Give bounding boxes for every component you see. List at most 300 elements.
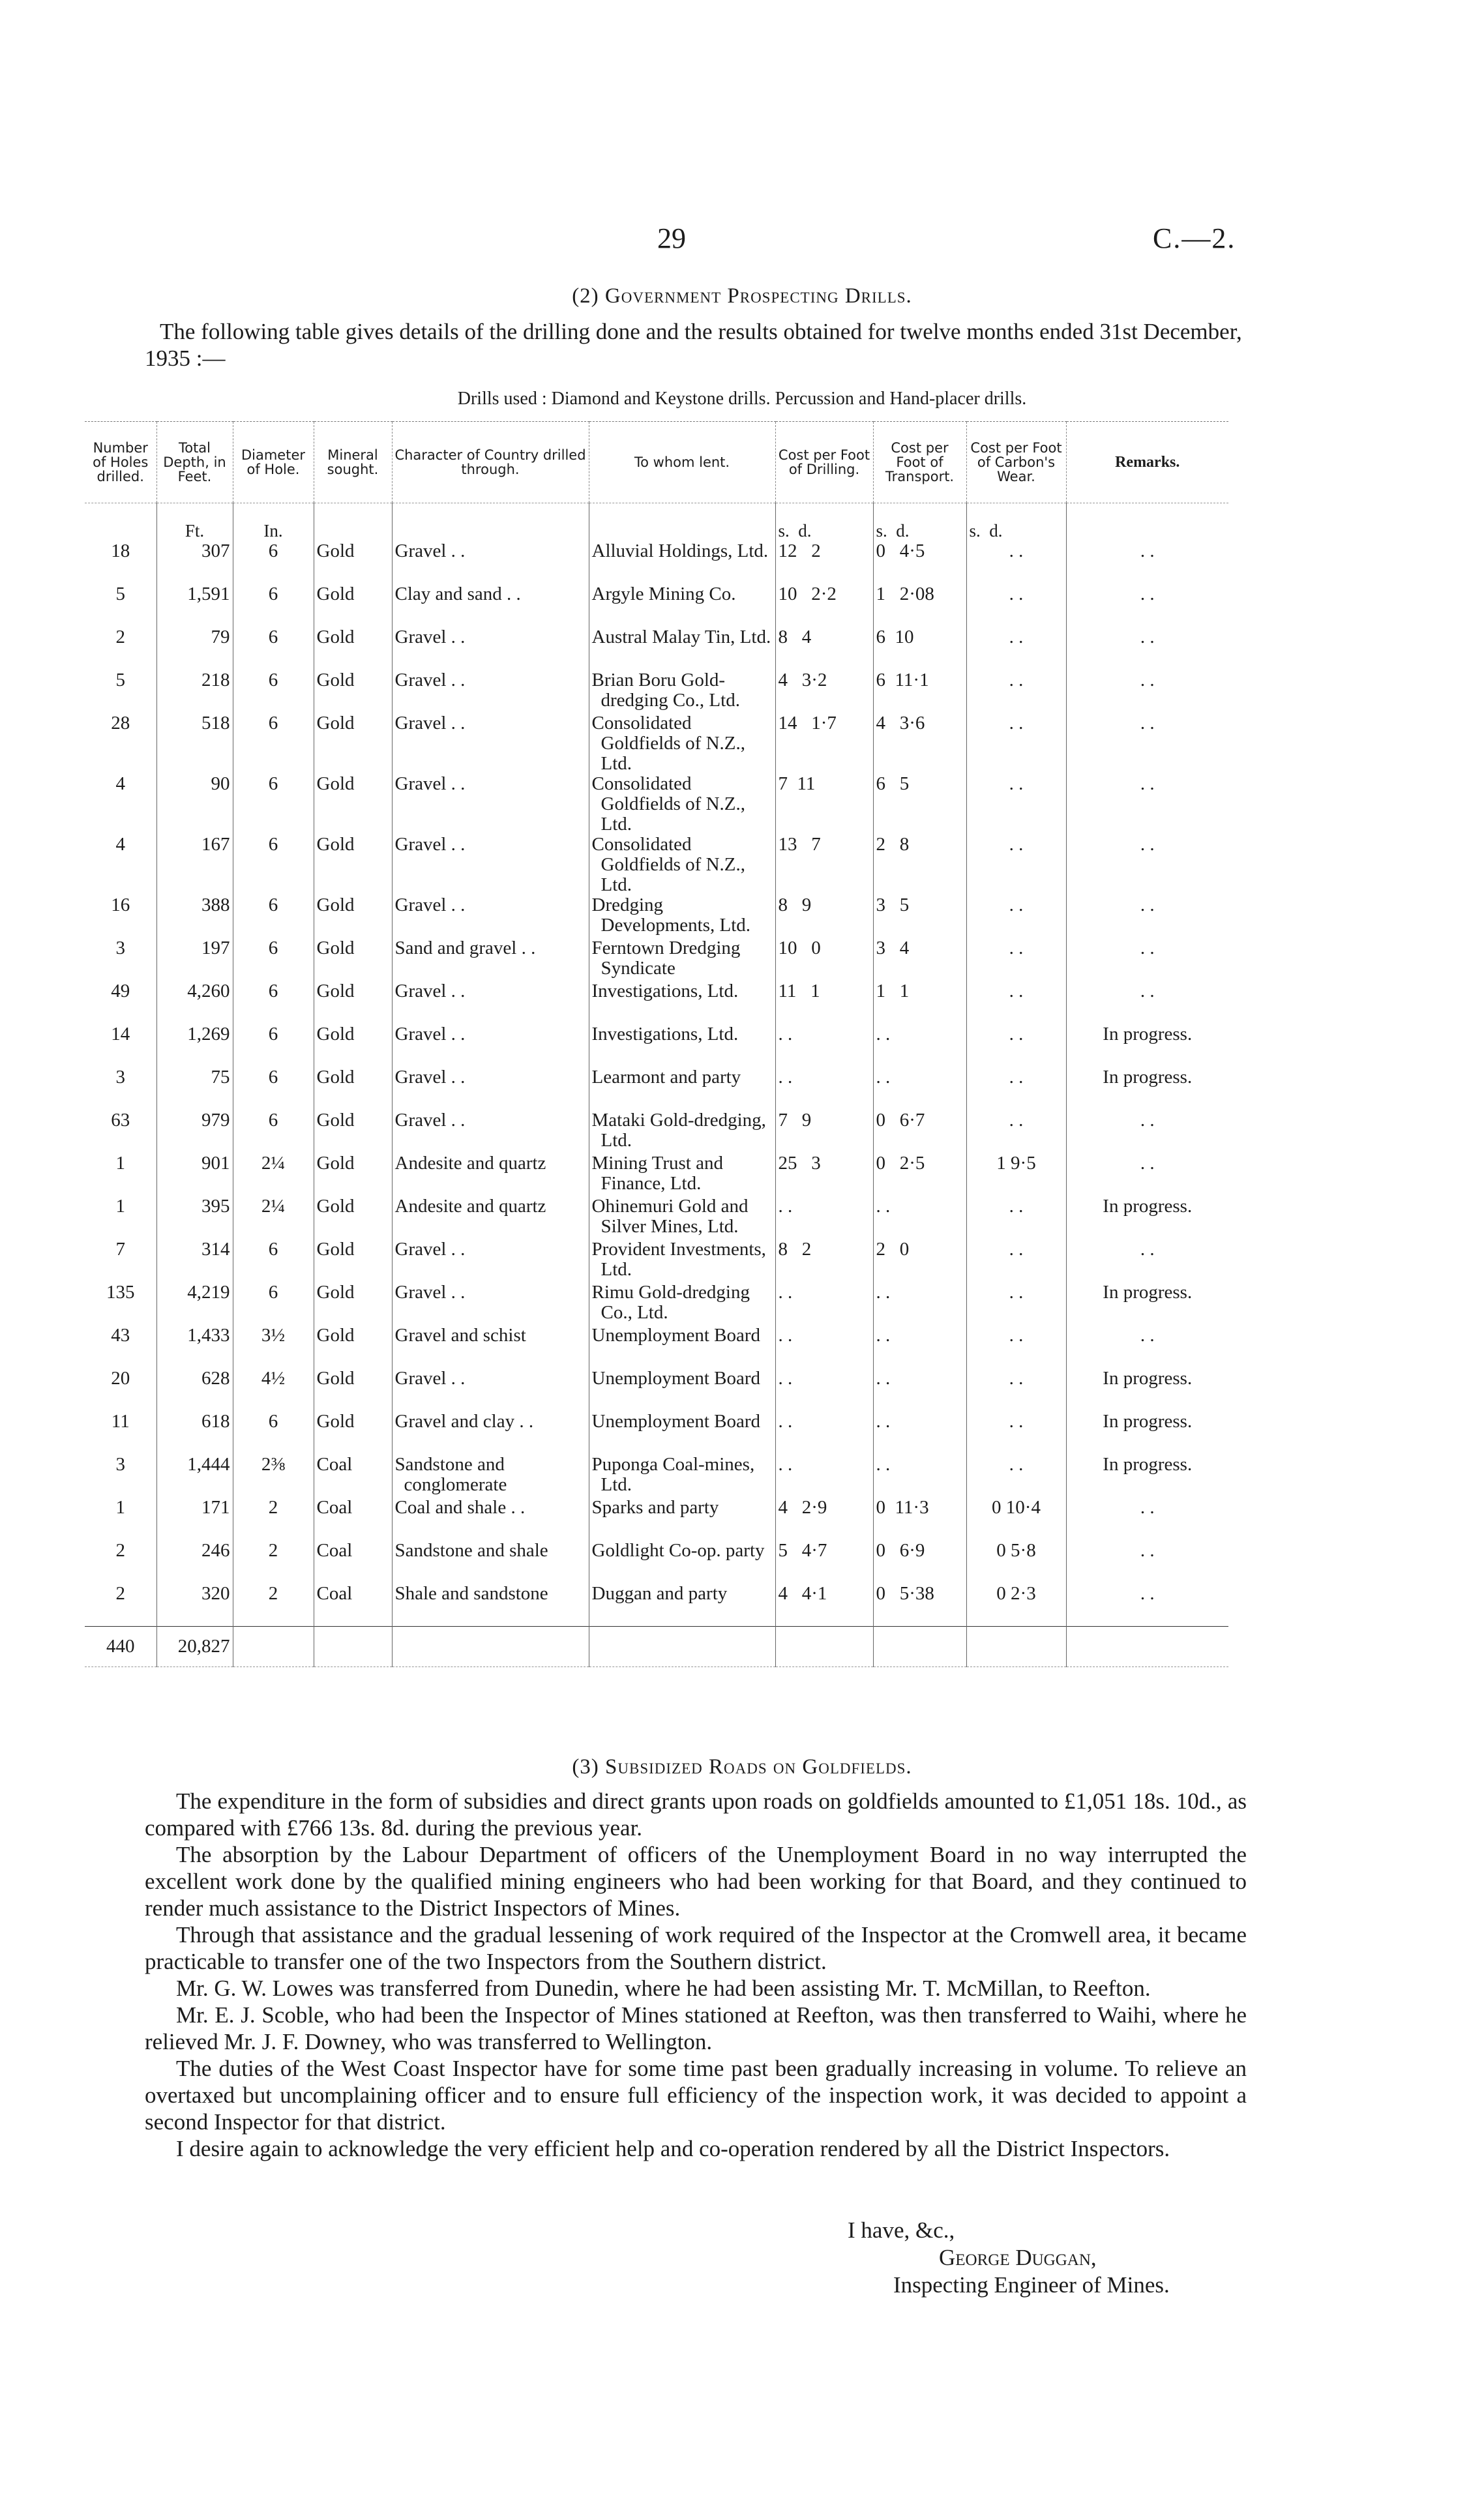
table-cell: 0 5·8	[966, 1541, 1066, 1584]
table-cell: 11 1	[775, 981, 873, 1024]
table-cell: 6 11·1	[873, 670, 966, 713]
table-cell: 2	[115, 626, 125, 647]
table-cell: 6	[233, 1239, 314, 1282]
table-cell: 979	[156, 1110, 233, 1153]
table-cell: Gravel . .	[392, 1110, 589, 1153]
table-cell: 2 8	[873, 835, 966, 895]
table-cell: 4½	[233, 1369, 314, 1412]
table-row	[85, 627, 1228, 670]
table-row	[85, 1024, 1228, 1067]
table-cell: 6	[233, 584, 314, 627]
table-cell: 0 10·4	[966, 1498, 1066, 1541]
table-cell: . .	[873, 1369, 966, 1412]
table-cell: 6	[233, 1412, 314, 1455]
table-cell: Gold	[314, 1239, 392, 1282]
table-cell: 6 5	[873, 774, 966, 835]
drills-used-note: Drills used : Diamond and Keystone drills. Percussion and Hand-placer drills.	[457, 389, 1027, 409]
table-cell: 4 4·1	[775, 1584, 873, 1627]
table-row	[85, 1498, 1228, 1541]
table-row	[85, 713, 1228, 774]
table-cell: 0 5·38	[873, 1584, 966, 1627]
table-cell: 5	[115, 669, 125, 690]
total-cell: 20,827	[156, 1627, 233, 1667]
table-cell: Alluvial Holdings, Ltd.	[589, 541, 775, 584]
total-cell	[1066, 1627, 1228, 1667]
table-row	[85, 670, 1228, 713]
column-header: Mineral sought.	[314, 422, 392, 503]
table-cell: . .	[1066, 774, 1228, 835]
table-cell: . .	[966, 541, 1066, 584]
table-cell: Gravel . .	[392, 541, 589, 584]
table-row	[85, 981, 1228, 1024]
table-cell: . .	[1066, 1541, 1228, 1584]
table-cell: 246	[156, 1541, 233, 1584]
table-cell: Gravel . .	[392, 1024, 589, 1067]
table-cell: Consolidated Goldfields of N.Z., Ltd.	[589, 713, 775, 774]
table-cell: Ferntown Dredging Syndicate	[589, 938, 775, 981]
table-cell: . .	[775, 1196, 873, 1239]
table-cell: Coal	[314, 1455, 392, 1498]
table-cell: . .	[1066, 670, 1228, 713]
table-row	[85, 1455, 1228, 1498]
unit-cell	[392, 503, 589, 541]
table-cell: 6 10	[873, 627, 966, 670]
table-cell: Gold	[314, 938, 392, 981]
table-cell: 8 4	[775, 627, 873, 670]
table-cell: 4 2·9	[775, 1498, 873, 1541]
unit-cell	[85, 503, 156, 541]
total-cell	[392, 1627, 589, 1667]
table-cell: 0 2·5	[873, 1153, 966, 1196]
table-cell: Gravel . .	[392, 1239, 589, 1282]
table-cell: Gravel and clay . .	[392, 1412, 589, 1455]
table-cell: 2	[115, 1539, 125, 1561]
table-cell: 0 2·3	[966, 1584, 1066, 1627]
table-cell: In progress.	[1066, 1196, 1228, 1239]
signature-block	[848, 2217, 1170, 2299]
table-cell: 0 6·7	[873, 1110, 966, 1153]
table-cell: 388	[156, 895, 233, 938]
table-cell: Gold	[314, 774, 392, 835]
table-row	[85, 1239, 1228, 1282]
table-cell: Gravel . .	[392, 1282, 589, 1326]
table-cell: 0 6·9	[873, 1541, 966, 1584]
table-cell: 4,219	[156, 1282, 233, 1326]
table-cell: 4	[115, 773, 125, 794]
table-cell: Andesite and quartz	[392, 1153, 589, 1196]
table-cell: Sandstone and conglomerate	[392, 1455, 589, 1498]
table-row	[85, 1110, 1228, 1153]
table-cell: Gravel . .	[392, 713, 589, 774]
paragraph: The absorption by the Labour Department of officers of the Unemployment Board in no way interrupted the excellent work done by the qualified mining engineers who had been working for that Board, and they continued to render much assistance to the District Inspectors of Mines.	[145, 1842, 1247, 1921]
signature-name: George Duggan,	[939, 2245, 1097, 2270]
table-cell: 3	[115, 1066, 125, 1088]
table-cell: Gravel . .	[392, 774, 589, 835]
table-cell: . .	[966, 1110, 1066, 1153]
table-cell: Consolidated Goldfields of N.Z., Ltd.	[589, 835, 775, 895]
table-cell: 3	[115, 1453, 125, 1475]
table-cell: . .	[1066, 1584, 1228, 1627]
table-cell: . .	[966, 938, 1066, 981]
table-cell: . .	[873, 1024, 966, 1067]
table-cell: Gold	[314, 1024, 392, 1067]
table-cell: . .	[873, 1196, 966, 1239]
table-row	[85, 1067, 1228, 1110]
table-cell: 6	[233, 1067, 314, 1110]
table-cell: . .	[1066, 1498, 1228, 1541]
signature-closing: I have, &c.,	[848, 2217, 955, 2243]
column-header: Cost per Foot of Transport.	[873, 422, 966, 503]
section-2-title: (2) Government Prospecting Drills.	[572, 284, 912, 308]
table-cell: 2¼	[233, 1153, 314, 1196]
table-cell: Coal	[314, 1584, 392, 1627]
table-row	[85, 584, 1228, 627]
table-cell: 6	[233, 895, 314, 938]
table-cell: . .	[966, 1412, 1066, 1455]
table-cell: Gold	[314, 627, 392, 670]
table-cell: Gold	[314, 835, 392, 895]
table-cell: Puponga Coal-mines, Ltd.	[589, 1455, 775, 1498]
table-cell: . .	[966, 670, 1066, 713]
table-cell: Gravel and schist	[392, 1326, 589, 1369]
unit-cell: s. d.	[873, 503, 966, 541]
table-cell: Gold	[314, 584, 392, 627]
table-cell: Shale and sandstone	[392, 1584, 589, 1627]
unit-cell: Ft.	[156, 503, 233, 541]
table-cell: . .	[966, 981, 1066, 1024]
table-row	[85, 1282, 1228, 1326]
table-cell: In progress.	[1066, 1282, 1228, 1326]
table-cell: . .	[966, 1239, 1066, 1282]
table-cell: Gravel . .	[392, 981, 589, 1024]
table-cell: Austral Malay Tin, Ltd.	[589, 627, 775, 670]
table-cell: Provident Investments, Ltd.	[589, 1239, 775, 1282]
table-cell: 2 0	[873, 1239, 966, 1282]
table-row	[85, 1196, 1228, 1239]
table-cell: . .	[775, 1024, 873, 1067]
table-cell: 20	[111, 1367, 130, 1389]
table-cell: 6	[233, 1282, 314, 1326]
table-cell: Gravel . .	[392, 895, 589, 938]
table-cell: Gold	[314, 1110, 392, 1153]
table-cell: 2	[233, 1541, 314, 1584]
table-cell: In progress.	[1066, 1369, 1228, 1412]
table-cell: 628	[156, 1369, 233, 1412]
table-row	[85, 1153, 1228, 1196]
table-cell: 14	[111, 1023, 130, 1044]
table-cell: Argyle Mining Co.	[589, 584, 775, 627]
table-cell: 218	[156, 670, 233, 713]
table-cell: 6	[233, 1110, 314, 1153]
table-cell: 13 7	[775, 835, 873, 895]
table-cell: 1 1	[873, 981, 966, 1024]
table-cell: 28	[111, 712, 130, 733]
table-cell: . .	[1066, 1326, 1228, 1369]
table-cell: Gold	[314, 1067, 392, 1110]
total-cell	[775, 1627, 873, 1667]
table-cell: 10 0	[775, 938, 873, 981]
paragraph: The expenditure in the form of subsidies and direct grants upon roads on goldfields amounted to £1,051 18s. 10d., as compared with £766 13s. 8d. during the previous year.	[145, 1788, 1247, 1841]
table-cell: 901	[156, 1153, 233, 1196]
table-cell: Gold	[314, 1153, 392, 1196]
table-cell: 3	[115, 937, 125, 958]
table-cell: . .	[1066, 938, 1228, 981]
table-cell: Investigations, Ltd.	[589, 981, 775, 1024]
table-cell: . .	[873, 1326, 966, 1369]
table-cell: Andesite and quartz	[392, 1196, 589, 1239]
column-header: Character of Country drilled through.	[392, 422, 589, 503]
table-cell: 2⅜	[233, 1455, 314, 1498]
table-cell: Clay and sand . .	[392, 584, 589, 627]
table-cell: Unemployment Board	[589, 1369, 775, 1412]
table-cell: Goldlight Co-op. party	[589, 1541, 775, 1584]
table-cell: 63	[111, 1109, 130, 1131]
column-header: Total Depth, in Feet.	[156, 422, 233, 503]
table-cell: 3½	[233, 1326, 314, 1369]
table-cell: 2	[233, 1498, 314, 1541]
table-cell: Gold	[314, 981, 392, 1024]
paragraph: Through that assistance and the gradual lessening of work required of the Inspector at the Cromwell area, it became practicable to transfer one of the two Inspectors from the Southern district.	[145, 1922, 1247, 1974]
total-cell: 440	[85, 1627, 156, 1667]
table-cell: In progress.	[1066, 1024, 1228, 1067]
table-cell: 618	[156, 1412, 233, 1455]
table-cell: 4 3·2	[775, 670, 873, 713]
table-row	[85, 541, 1228, 584]
unit-cell	[314, 503, 392, 541]
table-cell: Sand and gravel . .	[392, 938, 589, 981]
table-cell: Duggan and party	[589, 1584, 775, 1627]
table-cell: . .	[966, 584, 1066, 627]
table-cell: . .	[1066, 584, 1228, 627]
table-row	[85, 895, 1228, 938]
table-cell: In progress.	[1066, 1412, 1228, 1455]
table-cell: 11	[111, 1410, 130, 1432]
table-cell: 49	[111, 980, 130, 1001]
table-cell: 16	[111, 894, 130, 915]
table-row	[85, 1584, 1228, 1627]
unit-cell: s. d.	[966, 503, 1066, 541]
total-cell	[314, 1627, 392, 1667]
table-cell: 1,444	[156, 1455, 233, 1498]
table-cell: 1,269	[156, 1024, 233, 1067]
table-cell: Gold	[314, 1412, 392, 1455]
table-cell: In progress.	[1066, 1067, 1228, 1110]
table-cell: 8 9	[775, 895, 873, 938]
table-cell: 171	[156, 1498, 233, 1541]
unit-cell	[1066, 503, 1228, 541]
table-cell: . .	[1066, 981, 1228, 1024]
table-cell: Gravel . .	[392, 670, 589, 713]
table-cell: 4 3·6	[873, 713, 966, 774]
paragraph: Mr. E. J. Scoble, who had been the Inspector of Mines stationed at Reefton, was then transferred to Waihi, where he relieved Mr. J. F. Downey, who was transferred to Wellington.	[145, 2002, 1247, 2054]
table-cell: Mataki Gold-dredging, Ltd.	[589, 1110, 775, 1153]
table-intro-paragraph: The following table gives details of the drilling done and the results obtained for twelve months ended 31st December, 1935 :—	[145, 319, 1242, 371]
table-cell: 3 5	[873, 895, 966, 938]
table-cell: . .	[775, 1369, 873, 1412]
table-cell: Gravel . .	[392, 1067, 589, 1110]
table-cell: . .	[775, 1455, 873, 1498]
table-cell: 12 2	[775, 541, 873, 584]
table-cell: . .	[966, 1369, 1066, 1412]
table-body	[85, 503, 1228, 1667]
table-cell: Gold	[314, 1369, 392, 1412]
table-cell: . .	[1066, 1110, 1228, 1153]
column-header: Number of Holes drilled.	[85, 422, 156, 503]
table-cell: 1	[115, 1496, 125, 1518]
table-cell: Gold	[314, 713, 392, 774]
table-cell: . .	[966, 1326, 1066, 1369]
table-cell: 14 1·7	[775, 713, 873, 774]
table-cell: . .	[873, 1412, 966, 1455]
table-cell: . .	[966, 627, 1066, 670]
paragraph: The duties of the West Coast Inspector have for some time past been gradually increasing in volume. To relieve an overtaxed but uncomplaining officer and to ensure full efficiency of the inspection work, it was decided to appoint a second Inspector for that district.	[145, 2056, 1247, 2135]
table-cell: Investigations, Ltd.	[589, 1024, 775, 1067]
table-cell: . .	[966, 1067, 1066, 1110]
table-cell: . .	[775, 1326, 873, 1369]
column-header: Cost per Foot of Carbon's Wear.	[966, 422, 1066, 503]
table-cell: Coal	[314, 1541, 392, 1584]
table-cell: Gravel . .	[392, 835, 589, 895]
table-cell: Coal and shale . .	[392, 1498, 589, 1541]
total-cell	[233, 1627, 314, 1667]
table-cell: 1 2·08	[873, 584, 966, 627]
table-cell: Gravel . .	[392, 627, 589, 670]
section-3-title: (3) Subsidized Roads on Goldfields.	[572, 1755, 912, 1779]
table-cell: . .	[1066, 835, 1228, 895]
table-cell: 0 4·5	[873, 541, 966, 584]
table-cell: 2	[233, 1584, 314, 1627]
table-cell: In progress.	[1066, 1455, 1228, 1498]
table-cell: 1 9·5	[966, 1153, 1066, 1196]
table-cell: 1,591	[156, 584, 233, 627]
table-cell: Rimu Gold-dredging Co., Ltd.	[589, 1282, 775, 1326]
table-cell: Learmont and party	[589, 1067, 775, 1110]
table-row	[85, 835, 1228, 895]
table-cell: . .	[966, 1282, 1066, 1326]
table-cell: 6	[233, 627, 314, 670]
table-cell: 4,260	[156, 981, 233, 1024]
table-cell: 395	[156, 1196, 233, 1239]
table-cell: . .	[966, 1455, 1066, 1498]
table-cell: Unemployment Board	[589, 1412, 775, 1455]
table-cell: . .	[1066, 1153, 1228, 1196]
totals-row	[85, 1627, 1228, 1667]
signature-title: Inspecting Engineer of Mines.	[893, 2272, 1170, 2298]
table-cell: 320	[156, 1584, 233, 1627]
section-3-body	[145, 1788, 1247, 2162]
table-cell: 10 2·2	[775, 584, 873, 627]
table-cell: . .	[966, 1196, 1066, 1239]
table-row	[85, 1412, 1228, 1455]
total-cell	[873, 1627, 966, 1667]
table-row	[85, 1541, 1228, 1584]
table-cell: Ohinemuri Gold and Silver Mines, Ltd.	[589, 1196, 775, 1239]
table-cell: 7 9	[775, 1110, 873, 1153]
table-row	[85, 774, 1228, 835]
table-cell: 3 4	[873, 938, 966, 981]
table-cell: . .	[775, 1412, 873, 1455]
table-cell: . .	[966, 1024, 1066, 1067]
table-cell: Brian Boru Gold-dredging Co., Ltd.	[589, 670, 775, 713]
total-cell	[589, 1627, 775, 1667]
table-cell: . .	[775, 1067, 873, 1110]
table-cell: 6	[233, 713, 314, 774]
table-cell: 518	[156, 713, 233, 774]
table-cell: Gold	[314, 895, 392, 938]
table-cell: 6	[233, 981, 314, 1024]
table-row	[85, 1326, 1228, 1369]
table-row	[85, 1369, 1228, 1412]
table-cell: 197	[156, 938, 233, 981]
table-header-row	[85, 422, 1228, 503]
table-cell: 6	[233, 1024, 314, 1067]
table-cell: 0 11·3	[873, 1498, 966, 1541]
table-cell: Gold	[314, 541, 392, 584]
table-cell: Gold	[314, 1282, 392, 1326]
table-cell: 90	[156, 774, 233, 835]
table-cell: 135	[106, 1281, 135, 1303]
table-cell: 25 3	[775, 1153, 873, 1196]
prospecting-drills-table	[85, 421, 1228, 1667]
table-cell: 75	[156, 1067, 233, 1110]
paragraph: Mr. G. W. Lowes was transferred from Dunedin, where he had been assisting Mr. T. McMillan, to Reefton.	[176, 1976, 1151, 2001]
table-cell: 6	[233, 774, 314, 835]
table-cell: Gold	[314, 1326, 392, 1369]
table-cell: 2¼	[233, 1196, 314, 1239]
page-number: 29	[657, 222, 686, 254]
units-row	[85, 503, 1228, 541]
table-cell: 4	[115, 833, 125, 855]
table-cell: Sparks and party	[589, 1498, 775, 1541]
table-cell: . .	[1066, 627, 1228, 670]
table-cell: Dredging Developments, Ltd.	[589, 895, 775, 938]
table-cell: 6	[233, 670, 314, 713]
column-header: To whom lent.	[589, 422, 775, 503]
table-cell: . .	[966, 713, 1066, 774]
document-reference: C.—2.	[1153, 222, 1236, 254]
table-cell: 1,433	[156, 1326, 233, 1369]
table-cell: . .	[966, 774, 1066, 835]
table-cell: 18	[111, 540, 130, 561]
table-cell: 79	[156, 627, 233, 670]
table-cell: 7 11	[775, 774, 873, 835]
total-cell	[966, 1627, 1066, 1667]
table-cell: 43	[111, 1324, 130, 1346]
table-cell: . .	[1066, 1239, 1228, 1282]
column-header: Cost per Foot of Drilling.	[775, 422, 873, 503]
column-header: Diameter of Hole.	[233, 422, 314, 503]
table-cell: . .	[873, 1067, 966, 1110]
table-cell: 307	[156, 541, 233, 584]
table-cell: . .	[1066, 895, 1228, 938]
table-cell: . .	[873, 1282, 966, 1326]
table-cell: 167	[156, 835, 233, 895]
table-cell: Gold	[314, 670, 392, 713]
table-cell: . .	[966, 895, 1066, 938]
table-cell: Consolidated Goldfields of N.Z., Ltd.	[589, 774, 775, 835]
table-cell: 6	[233, 938, 314, 981]
unit-cell: In.	[233, 503, 314, 541]
table-cell: 5	[115, 583, 125, 604]
table-cell: . .	[1066, 541, 1228, 584]
unit-cell: s. d.	[775, 503, 873, 541]
column-header: Remarks.	[1066, 422, 1228, 503]
table-cell: 5 4·7	[775, 1541, 873, 1584]
table-cell: . .	[966, 835, 1066, 895]
table-cell: 6	[233, 835, 314, 895]
unit-cell	[589, 503, 775, 541]
table-cell: Gravel . .	[392, 1369, 589, 1412]
